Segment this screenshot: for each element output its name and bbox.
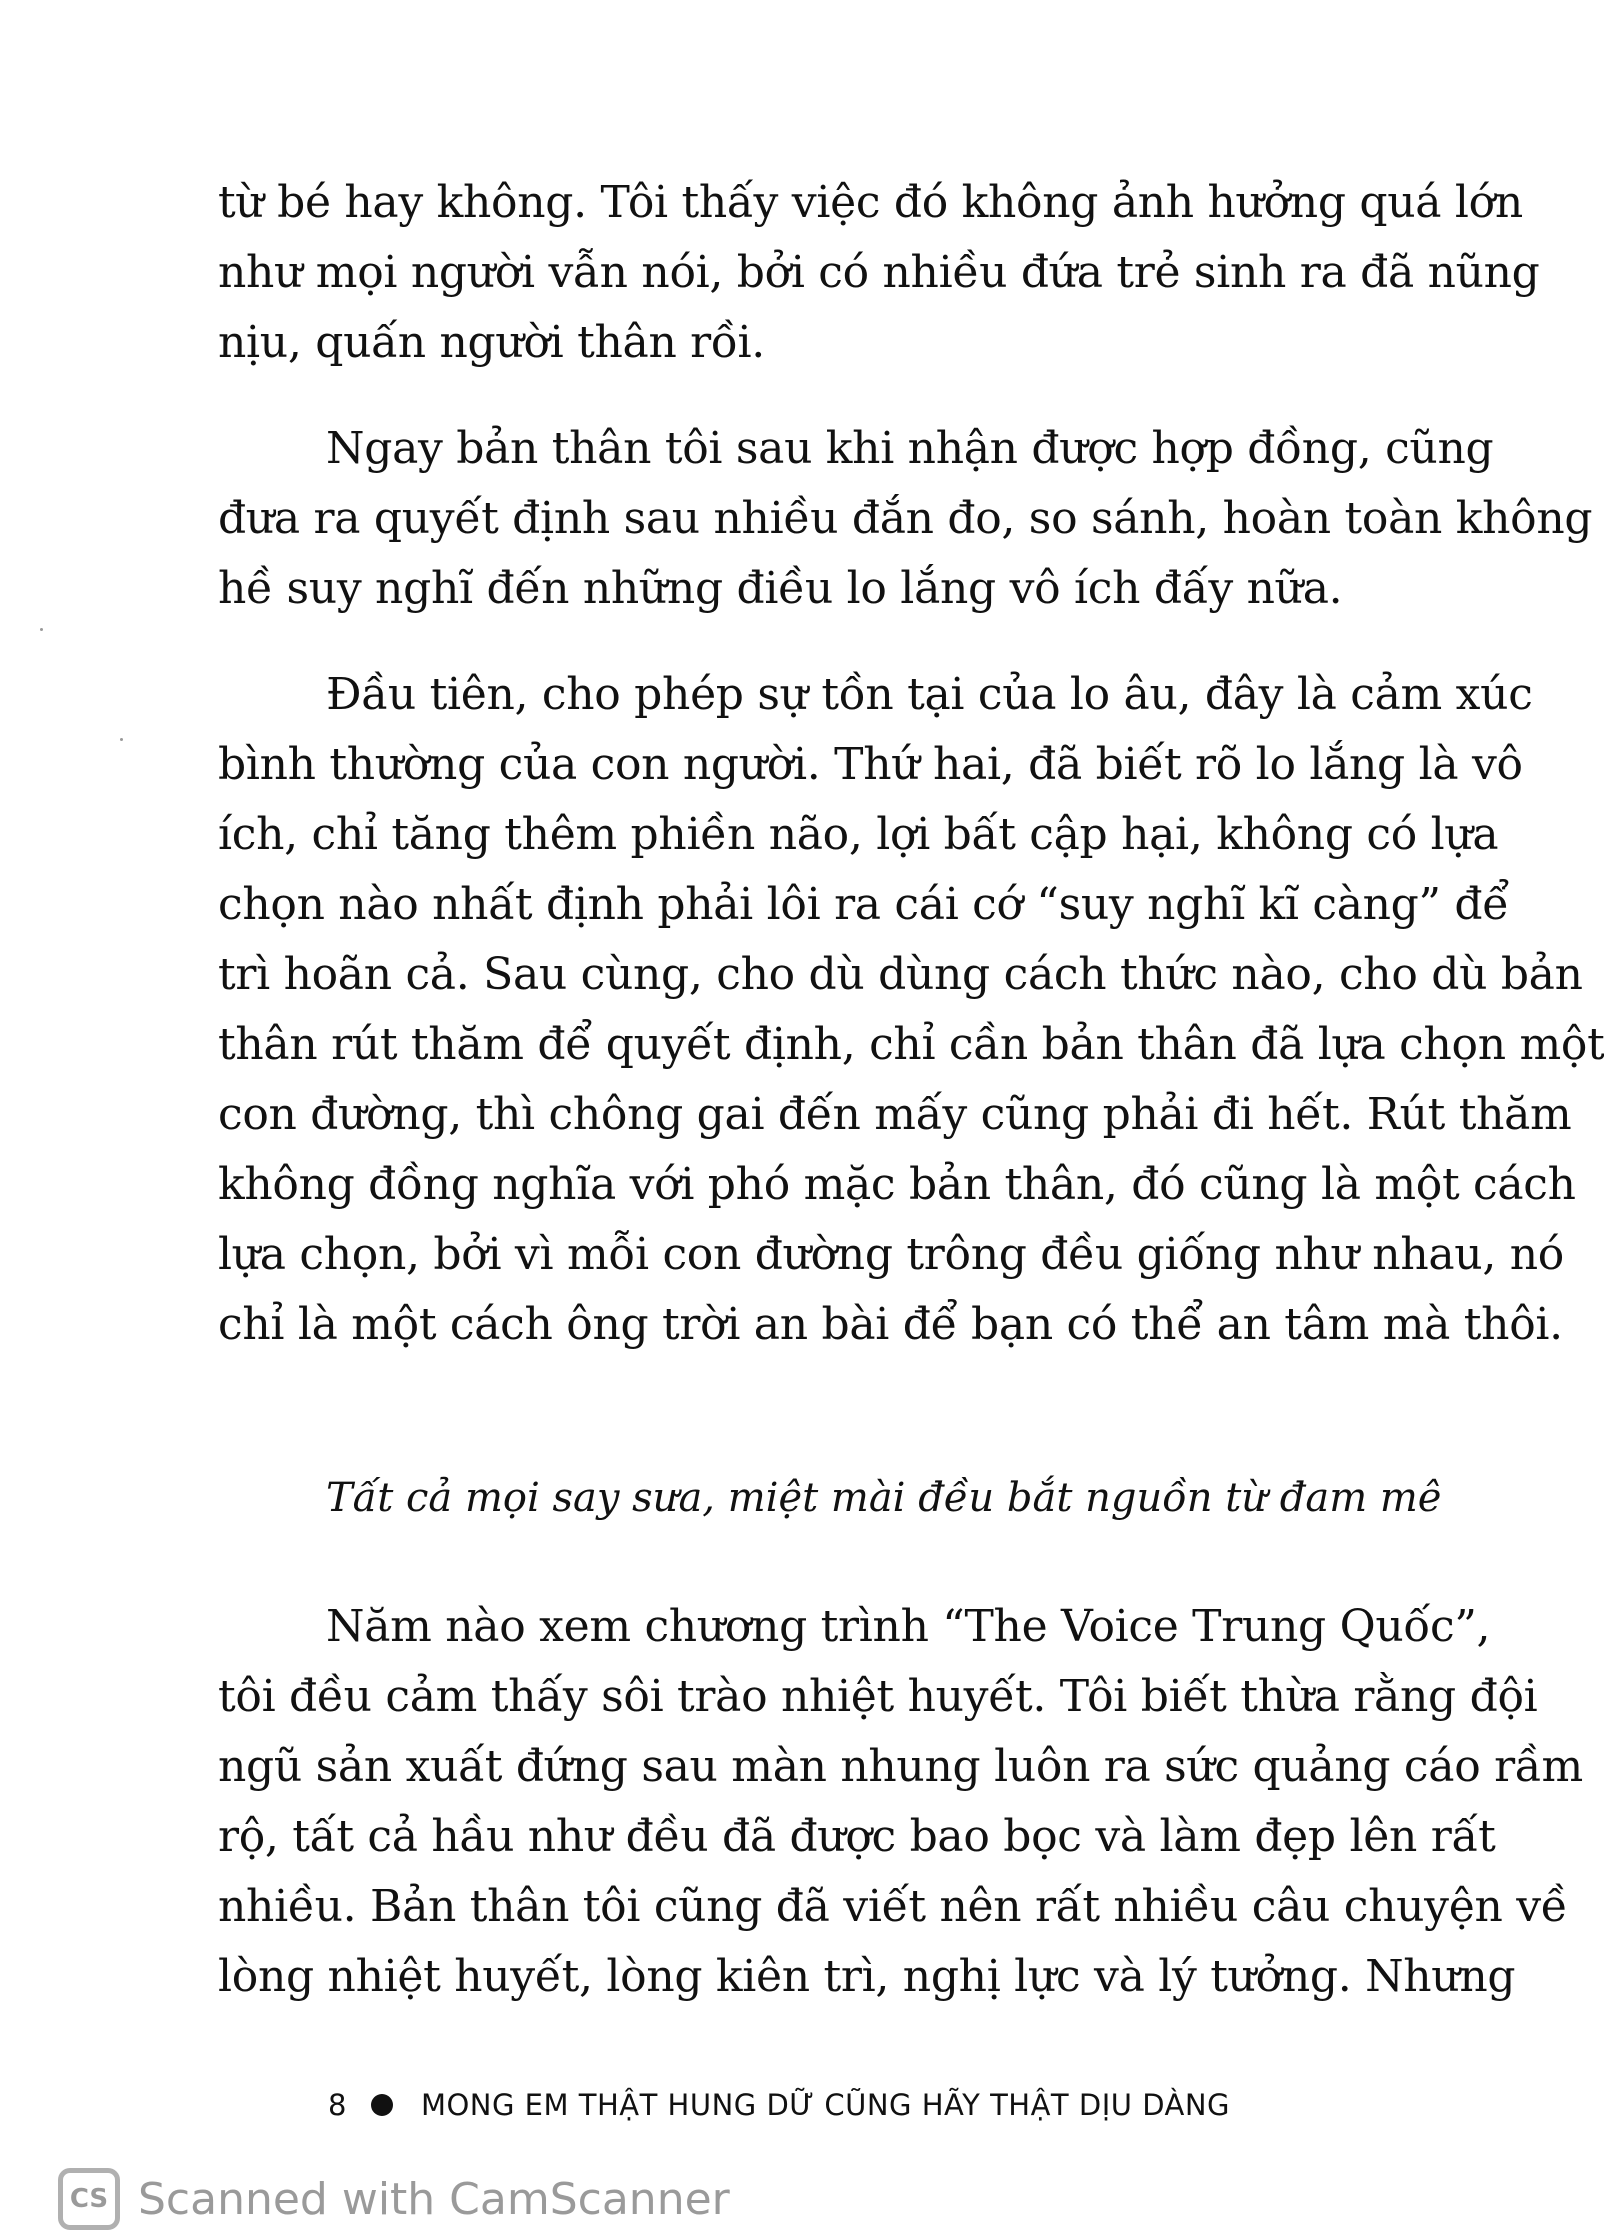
- text-line: nhiều. Bản thân tôi cũng đã viết nên rất nhiều câu chuyện về: [218, 1881, 1568, 1932]
- camscanner-logo-icon: CS: [58, 2168, 120, 2230]
- text-line: đưa ra quyết định sau nhiều đắn đo, so sánh, hoàn toàn không: [218, 493, 1593, 544]
- text-line: như mọi người vẫn nói, bởi có nhiều đứa trẻ sinh ra đã nũng: [218, 247, 1540, 298]
- paragraph: [218, 414, 1593, 624]
- text-line: Đầu tiên, cho phép sự tồn tại của lo âu, đây là cảm xúc: [326, 669, 1533, 720]
- text-line: con đường, thì chông gai đến mấy cũng phải đi hết. Rút thăm: [218, 1089, 1572, 1140]
- text-line: rộ, tất cả hầu như đều đã được bao bọc và làm đẹp lên rất: [218, 1811, 1496, 1862]
- book-title: MONG EM THẬT HUNG DỮ CŨNG HÃY THẬT DỊU DÀNG: [420, 2088, 1231, 2122]
- text-line: bình thường của con người. Thứ hai, đã biết rõ lo lắng là vô: [218, 739, 1523, 790]
- text-line: chọn nào nhất định phải lôi ra cái cớ “suy nghĩ kĩ càng” để: [218, 879, 1510, 930]
- text-line: chỉ là một cách ông trời an bài để bạn có thể an tâm mà thôi.: [218, 1299, 1563, 1350]
- paragraph: [218, 168, 1540, 378]
- camscanner-watermark: [58, 2168, 730, 2230]
- text-line: thân rút thăm để quyết định, chỉ cần bản thân đã lựa chọn một: [218, 1019, 1604, 1070]
- scan-speck: [120, 738, 123, 741]
- text-line: Ngay bản thân tôi sau khi nhận được hợp đồng, cũng: [326, 423, 1494, 474]
- text-line: lựa chọn, bởi vì mỗi con đường trông đều giống như nhau, nó: [218, 1229, 1564, 1280]
- scan-speck: [40, 628, 43, 631]
- text-line: từ bé hay không. Tôi thấy việc đó không ảnh hưởng quá lớn: [218, 177, 1523, 228]
- section-heading: Tất cả mọi say sưa, miệt mài đều bắt nguồn từ đam mê: [326, 1475, 1442, 1521]
- text-line: hề suy nghĩ đến những điều lo lắng vô ích đấy nữa.: [218, 563, 1343, 614]
- bullet-icon: [371, 2094, 393, 2116]
- text-line: ích, chỉ tăng thêm phiền não, lợi bất cập hại, không có lựa: [218, 809, 1499, 860]
- page-number: 8: [328, 2088, 347, 2122]
- text-line: tôi đều cảm thấy sôi trào nhiệt huyết. Tôi biết thừa rằng đội: [218, 1671, 1538, 1722]
- watermark-text: Scanned with CamScanner: [138, 2173, 730, 2225]
- body-text-bottom: [218, 1592, 1583, 2048]
- paragraph: [218, 1592, 1583, 2012]
- text-line: trì hoãn cả. Sau cùng, cho dù dùng cách thức nào, cho dù bản: [218, 949, 1583, 1000]
- page-footer: [328, 2088, 1230, 2122]
- text-line: ngũ sản xuất đứng sau màn nhung luôn ra sức quảng cáo rầm: [218, 1741, 1583, 1792]
- body-text-top: [218, 168, 1604, 1396]
- text-line: Năm nào xem chương trình “The Voice Trung Quốc”,: [326, 1601, 1491, 1652]
- text-line: nịu, quấn người thân rồi.: [218, 317, 765, 368]
- text-line: không đồng nghĩa với phó mặc bản thân, đó cũng là một cách: [218, 1159, 1576, 1210]
- text-line: lòng nhiệt huyết, lòng kiên trì, nghị lực và lý tưởng. Nhưng: [218, 1951, 1516, 2002]
- paragraph: [218, 660, 1604, 1360]
